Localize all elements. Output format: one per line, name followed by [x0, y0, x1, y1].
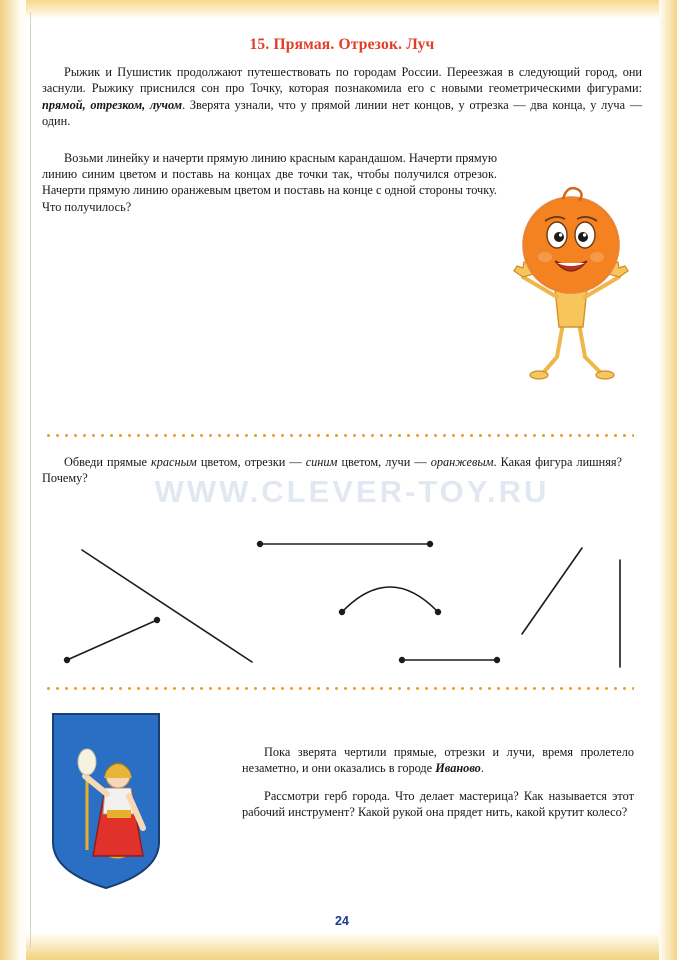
ivanovo-coat-of-arms [47, 710, 165, 892]
task-text-1: Обведи прямые [64, 455, 151, 469]
bottom-text-block [242, 744, 634, 832]
section-divider-1 [44, 434, 634, 437]
section-divider-2 [44, 687, 634, 690]
intro-paragraph-1: Рыжик и Пушистик продолжают путешествовать по городам России. Переезжая в следующий город, они заснули. Рыжику приснился сон про Точку, которая познакомила его с новыми геометрическими фигурами: прямой, отрезком, лучом. Зверята узнали, что у прямой линии нет концов, у отрезка — два конца, у луча — один. [42, 65, 643, 129]
task-text-3: цветом, лучи — [337, 455, 431, 469]
page-edge-top [0, 0, 677, 18]
page-title: 15. Прямая. Отрезок. Луч [249, 36, 435, 53]
page-content [42, 22, 642, 932]
page-edge-left [0, 0, 26, 960]
task-word-blue: синим [305, 455, 338, 469]
task-text-4: . Какая фигура лишняя? Почему? [42, 455, 622, 486]
bottom-paragraph-2: Рассмотри герб города. Что делает мастерица? Как называется этот рабочий инструмент? Какой рукой она прядет нить, какой крутит колесо? [242, 788, 634, 820]
bottom-text-1: Пока зверята чертили прямые, отрезки и лучи, время пролетело незаметно, и они оказались в городе [242, 745, 634, 776]
bottom-text-2: . [480, 761, 484, 776]
task-text-2: цветом, отрезки — [196, 455, 306, 469]
task-instruction [42, 454, 622, 487]
bottom-paragraph-1 [242, 744, 634, 777]
page-number: 24 [335, 914, 349, 928]
geometry-terms: прямой, отрезком, лучом [42, 97, 183, 112]
page-spine-line [30, 12, 31, 948]
page-edge-bottom [0, 934, 677, 960]
orange-character-illustration [497, 177, 647, 392]
task-word-orange: оранжевым [430, 455, 494, 469]
city-name: Иваново [435, 761, 481, 776]
watermark-text: WWW.CLEVER-TOY.RU [154, 474, 550, 509]
page-edge-right [659, 0, 677, 960]
intro-paragraph-2: Возьми линейку и начерти прямую линию красным карандашом. Начерти прямую линию синим цветом и поставь на концах две точки так, чтобы получился отрезок. Начерти прямую линию оранжевым цветом и поставь на конце с одной стороны точку. Что получилось? [42, 150, 497, 214]
task-instruction-block [42, 454, 622, 498]
geometry-figures [42, 512, 642, 682]
task-word-red: красным [150, 455, 197, 469]
